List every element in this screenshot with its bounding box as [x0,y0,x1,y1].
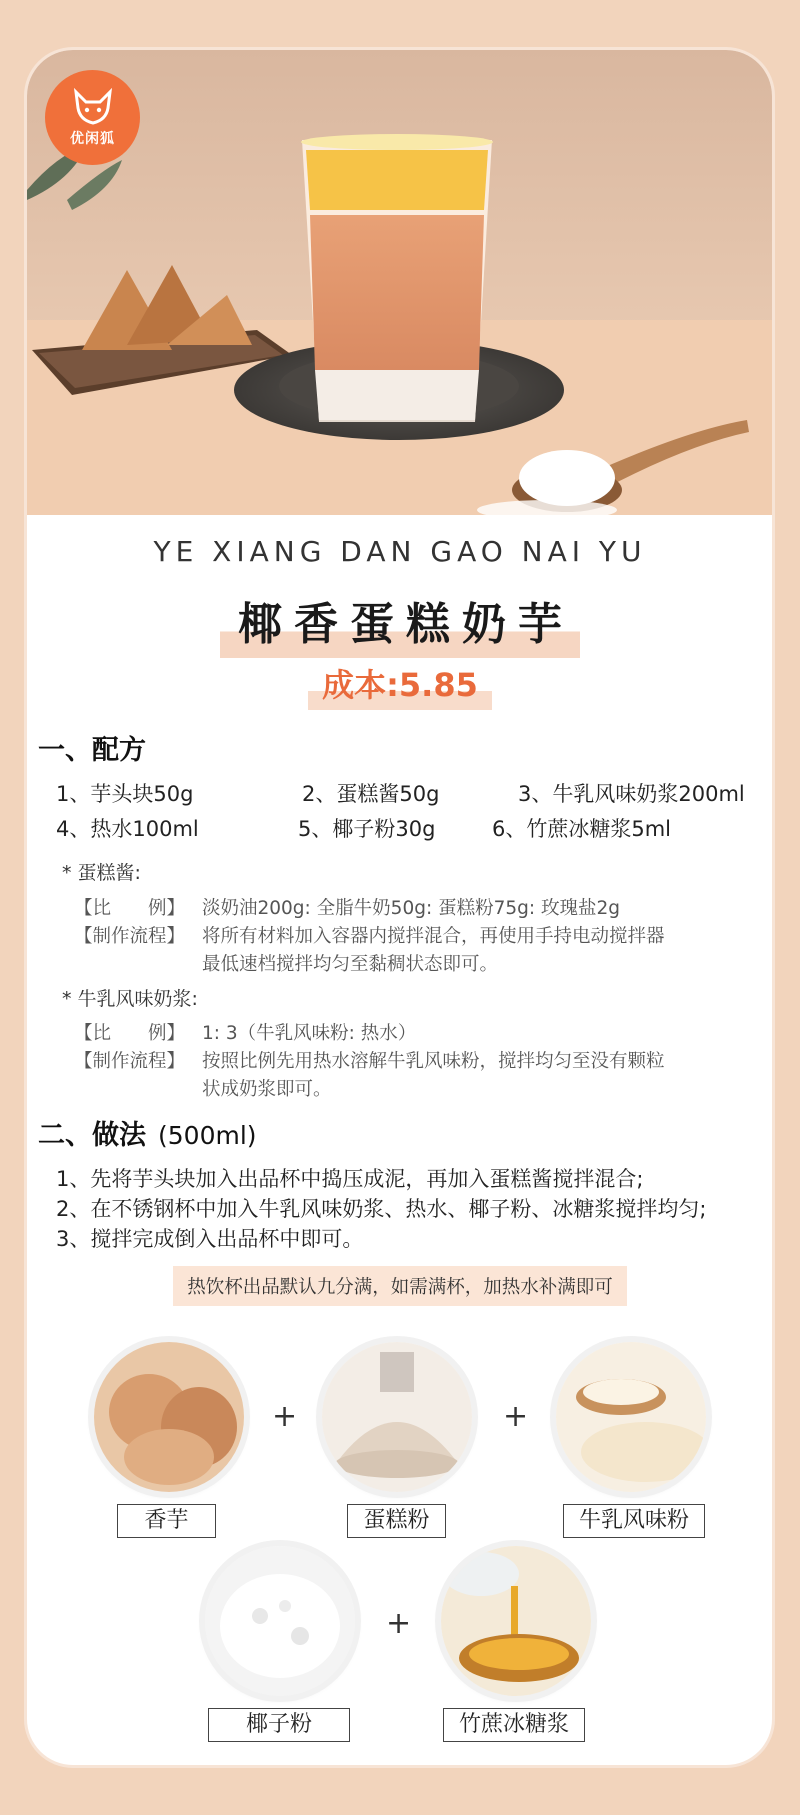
note-heading: * 蛋糕酱: [62,862,141,884]
ingredient-label: 竹蔗冰糖浆 [443,1708,585,1742]
method-step: 1、先将芋头块加入出品杯中捣压成泥，再加入蛋糕酱搅拌混合; [56,1167,644,1191]
coconut-powder-icon [205,1546,355,1696]
method-heading-text: 二、做法 [38,1120,146,1151]
process-value: 按照比例先用热水溶解牛乳风味粉，搅拌均匀至没有颗粒 [202,1051,665,1072]
process-value: 将所有材料加入容器内搅拌混合，再使用手持电动搅拌器 [202,926,665,947]
process-key: 【制作流程】 [74,1051,186,1072]
process-continued: 状成奶浆即可。 [202,1079,332,1100]
serving-tip: 热饮杯出品默认九分满，如需满杯，加热水补满即可 [173,1266,627,1306]
ratio-value: 1: 3（牛乳风味粉: 热水） [202,1023,417,1044]
cake-powder-icon [322,1342,472,1492]
formula-item: 6、竹蔗冰糖浆5ml [492,817,672,841]
plus-sign: + [503,1399,529,1434]
ingredient-label: 香芋 [117,1504,216,1538]
formula-item: 5、椰子粉30g [298,817,436,841]
ingredient-label: 椰子粉 [208,1708,350,1742]
formula-item: 4、热水100ml [56,817,199,841]
milk-powder-icon [556,1342,706,1492]
ratio-row [74,1019,416,1045]
formula-item: 1、芋头块50g [56,782,194,806]
plus-sign: + [386,1606,412,1641]
process-row [74,1047,665,1073]
syrup-icon [441,1546,591,1696]
method-volume: (500ml) [158,1121,257,1150]
cost-label: 成本:5.85 [308,660,492,710]
ingredient-label: 牛乳风味粉 [563,1504,705,1538]
formula-item: 3、牛乳风味奶浆200ml [518,782,745,806]
process-continued: 最低速档搅拌均匀至黏稠状态即可。 [202,954,499,975]
ingredient-label: 蛋糕粉 [347,1504,446,1538]
brand-name: 优闲狐 [70,130,115,147]
ratio-value: 淡奶油200g: 全脂牛奶50g: 蛋糕粉75g: 玫瑰盐2g [202,898,620,919]
process-key: 【制作流程】 [74,926,186,947]
recipe-title: 椰香蛋糕奶芋 [220,588,580,658]
formula-item: 2、蛋糕酱50g [302,782,440,806]
note-heading: * 牛乳风味奶浆: [62,988,198,1010]
plus-sign: + [272,1399,298,1434]
method-step: 3、搅拌完成倒入出品杯中即可。 [56,1227,364,1251]
process-row [74,922,665,948]
brand-logo [45,70,140,165]
method-heading [38,1113,257,1152]
formula-heading: 一、配方 [38,735,146,766]
pinyin-subtitle: YE XIANG DAN GAO NAI YU [153,535,647,568]
ratio-key: 【比 例】 [74,1023,186,1044]
method-step: 2、在不锈钢杯中加入牛乳风味奶浆、热水、椰子粉、冰糖浆搅拌均匀; [56,1197,707,1221]
taro-icon [94,1342,244,1492]
ratio-row [74,894,620,920]
fox-icon [70,88,116,126]
ratio-key: 【比 例】 [74,898,186,919]
